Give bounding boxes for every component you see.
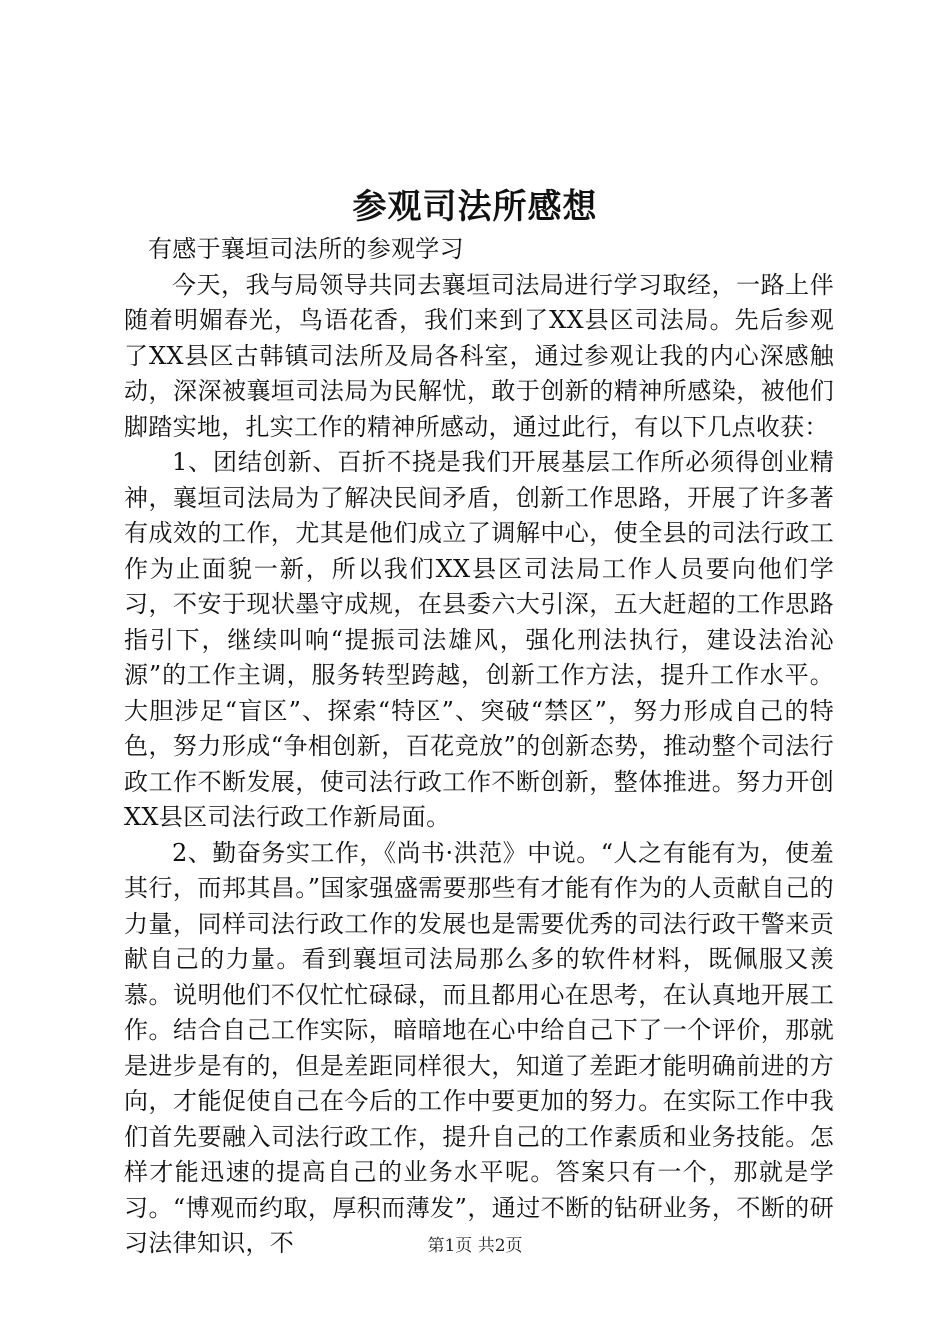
document-subtitle: 有感于襄垣司法所的参观学习 — [148, 235, 464, 263]
document-body — [124, 232, 834, 1262]
paragraph-point-2: 2、勤奋务实工作，《尚书·洪范》中说。“人之有能有为，使羞其行，而邦其昌。”国家强盛需要那些有才能有作为的人贡献自己的力量，同样司法行政工作的发展也是需要优秀的司法行政干警来贡献自己的力量。看到襄垣司法局那么多的软件材料，既佩服又羡慕。说明他们不仅忙忙碌碌，而且都用心在思考，在认真地开展工作。结合自己工作实际，暗暗地在心中给自己下了一个评价，那就是进步是有的，但是差距同样很大，知道了差距才能明确前进的方向，才能促使自己在今后的工作中要更加的努力。在实际工作中我们首先要融入司法行政工作，提升自己的工作素质和业务技能。怎样才能迅速的提高自己的业务水平呢。答案只有一个，那就是学习。“博观而约取，厚积而薄发”，通过不断的钻研业务，不断的研习法律知识，不 — [124, 838, 834, 1257]
paragraph-point-1: 1、团结创新、百折不挠是我们开展基层工作所必须得创业精神，襄垣司法局为了解决民间矛盾，创新工作思路，开展了许多著有成效的工作，尤其是他们成立了调解中心，使全县的司法行政工作为止面貌一新，所以我们XX县区司法局工作人员要向他们学习，不安于现状墨守成规，在县委六大引深，五大赶超的工作思路指引下，继续叫响“提振司法雄风，强化刑法执行，建设法治沁源”的工作主调，服务转型跨越，创新工作方法，提升工作水平。大胆涉足“盲区”、探索“特区”、突破“禁区”，努力形成自己的特色，努力形成“争相创新，百花竞放”的创新态势，推动整个司法行政工作不断发展，使司法行政工作不断创新，整体推进。努力开创XX县区司法行政工作新局面。 — [124, 448, 834, 831]
document-title: 参观司法所感想 — [352, 187, 598, 227]
paragraph-intro: 今天，我与局领导共同去襄垣司法局进行学习取经，一路上伴随着明媚春光，鸟语花香，我们来到了XX县区司法局。先后参观了XX县区古韩镇司法所及局各科室，通过参观让我的内心深感触动，深深被襄垣司法局为民解忧，敢于创新的精神所感染，被他们脚踏实地，扎实工作的精神所感动，通过此行，有以下几点收获： — [124, 270, 834, 441]
page-footer: 第1页 共2页 — [427, 1236, 523, 1256]
